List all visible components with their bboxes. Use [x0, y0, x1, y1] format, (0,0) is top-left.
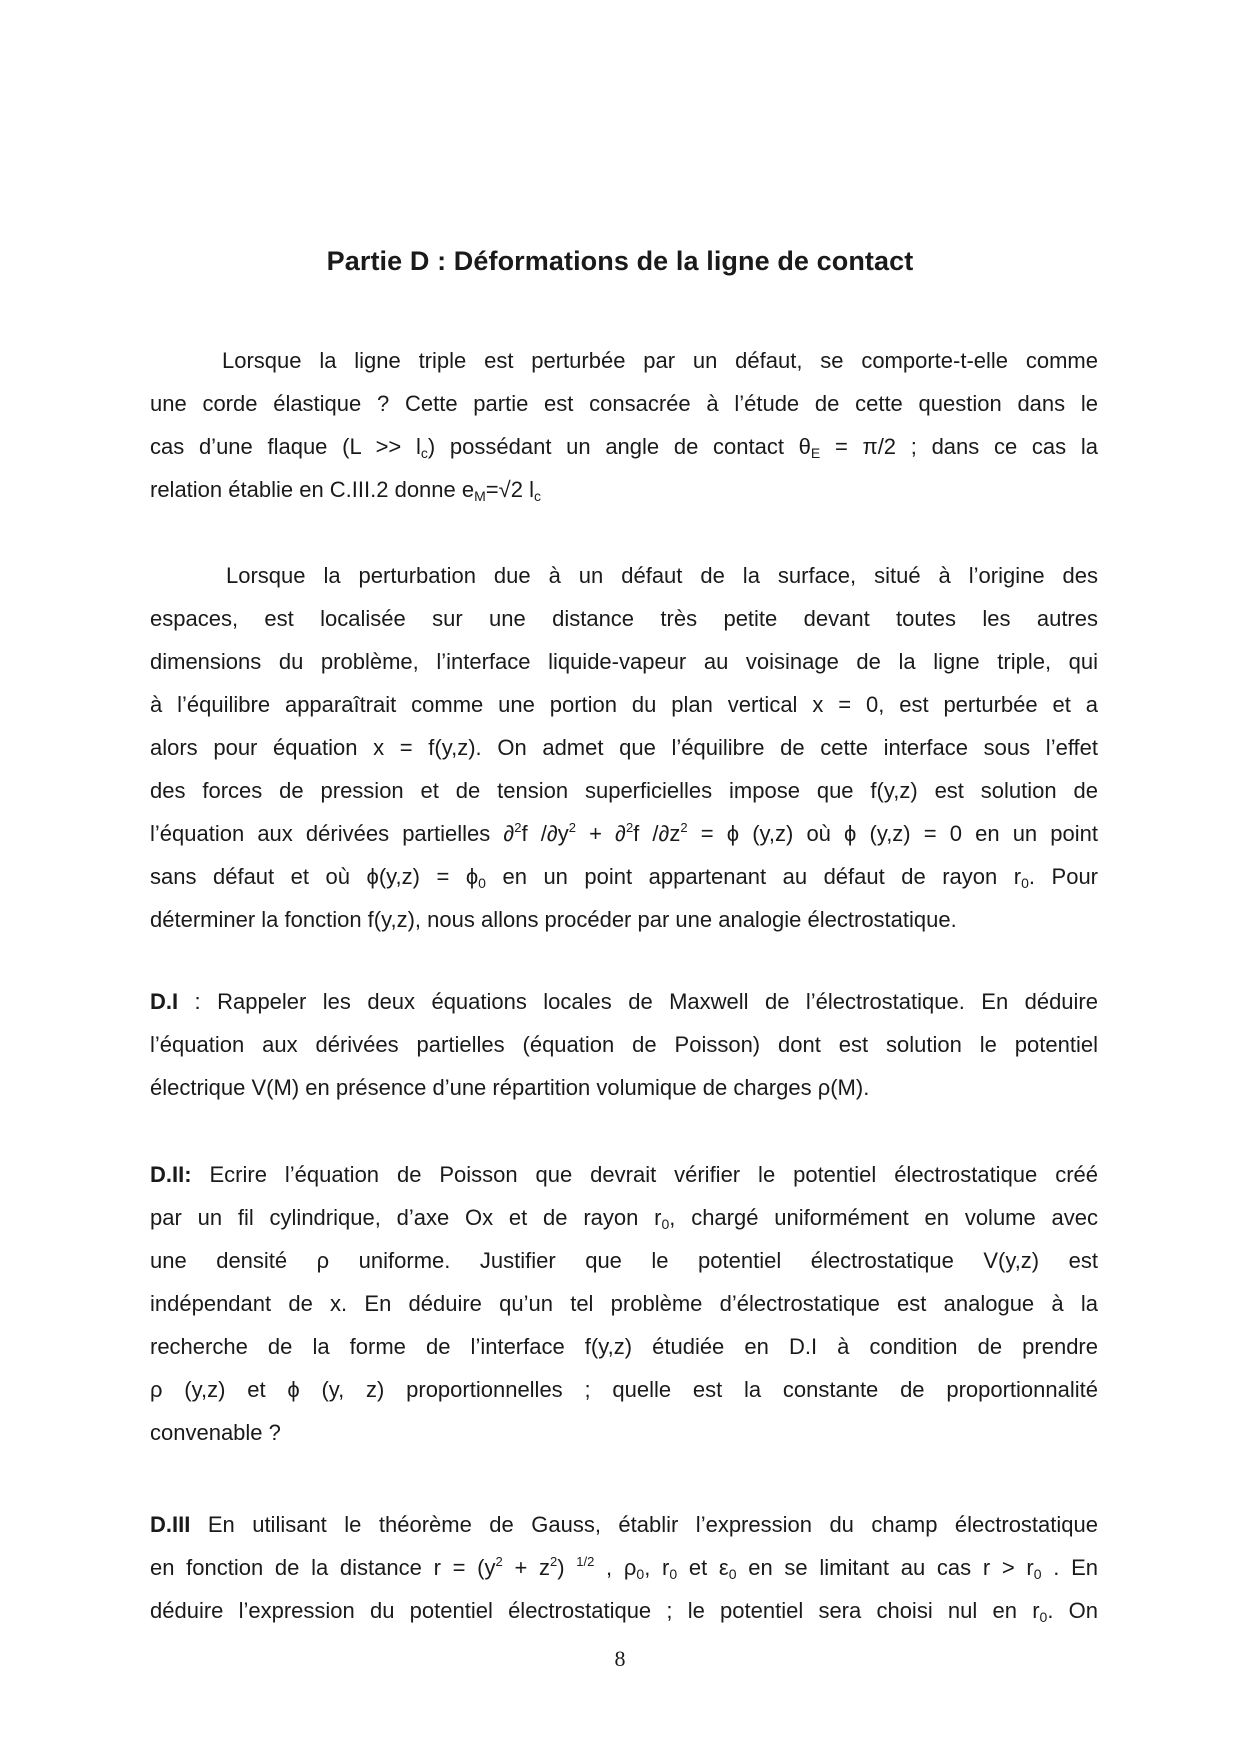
question-label: D.I [150, 989, 179, 1014]
text-line: ρ (y,z) et ϕ (y, z) proportionnelles ; quelle est la constante de proportionnalité [150, 1377, 1098, 1402]
text-line: D.III En utilisant le théorème de Gauss, établir l’expression du champ électrostatique [150, 1512, 1098, 1537]
page-title: Partie D : Déformations de la ligne de contact [326, 246, 914, 276]
text-line: cas d’une flaque $(L >> l_c)$ possédant un angle de contact $\theta_E = \pi/2$ ; dans ce cas la [150, 434, 1098, 461]
text-line: par un fil cylindrique, d’axe Ox et de rayon $r_0$, chargé uniformément en volume avec [150, 1205, 1099, 1232]
question-label: D.III [150, 1512, 191, 1537]
text-line: à l’équilibre apparaîtrait comme une portion du plan vertical x = 0, est perturbée et a [150, 692, 1098, 717]
text-line: dimensions du problème, l’interface liquide-vapeur au voisinage de la ligne triple, qui [150, 649, 1098, 674]
text-line: alors pour équation x = f(y,z). On admet que l’équilibre de cette interface sous l’effet [150, 735, 1098, 760]
text-line: l’équation aux dérivées partielles (équation de Poisson) dont est solution le potentiel [150, 1032, 1098, 1057]
text-line: déterminer la fonction f(y,z), nous allons procéder par une analogie électrostatique. [150, 907, 957, 932]
text-line: recherche de la forme de l’interface f(y,z) étudiée en D.I à condition de prendre [150, 1334, 1098, 1359]
text-line: électrique V(M) en présence d’une répartition volumique de charges ρ(M). [150, 1075, 870, 1100]
perturbation-paragraph [150, 554, 1098, 941]
question-d1 [150, 980, 1098, 1109]
text-line: sans défaut et où $\phi(y,z) = \phi_0$ en un point appartenant au défaut de rayon $r_0$. Pour [150, 864, 1098, 891]
text-line: indépendant de x. En déduire qu’un tel problème d’électrostatique est analogue à la [150, 1291, 1098, 1316]
question-label: D.II: [150, 1162, 192, 1187]
page-number: 8 [614, 1646, 626, 1671]
text-line: Lorsque la ligne triple est perturbée par un défaut, se comporte-t-elle comme [222, 348, 1098, 373]
equation-line: l’équation aux dérivées partielles ∂$^2$f $/\partial y^2 + \partial^2f$ $/\partial z^2 = \phi$ (y,z) où ϕ (y,z) = 0 en un point [150, 820, 1098, 846]
question-d2 [150, 1153, 1098, 1454]
intro-paragraph [150, 339, 1098, 511]
text-line: D.II: Ecrire l’équation de Poisson que devrait vérifier le potentiel électrostatique créé [150, 1162, 1098, 1187]
question-d3 [150, 1503, 1098, 1632]
text-line: une densité ρ uniforme. Justifier que le potentiel électrostatique V(y,z) est [150, 1248, 1098, 1273]
text-line: espaces, est localisée sur une distance très petite devant toutes les autres [150, 606, 1098, 631]
text-line: relation établie en C.III.2 donne $e_M=√2$ $l_c$ [150, 477, 541, 504]
text-line: en fonction de la distance $r = (y^2 + z^2)$ $^{1/2}$ , $\rho_0$, $r_0$ et $\varepsilon_0$ en se limitant au cas $r > r_0$ . En [150, 1554, 1098, 1582]
text-line: déduire l’expression du potentiel électrostatique ; le potentiel sera choisi nul en $r_0$. On [150, 1598, 1099, 1625]
text-line: des forces de pression et de tension superficielles impose que f(y,z) est solution de [150, 778, 1098, 803]
text-line: convenable ? [150, 1420, 281, 1445]
text-line: D.I : Rappeler les deux équations locales de Maxwell de l’électrostatique. En déduire [150, 989, 1098, 1014]
text-line: une corde élastique ? Cette partie est consacrée à l’étude de cette question dans le [150, 391, 1098, 416]
text-line: Lorsque la perturbation due à un défaut de la surface, situé à l’origine des [226, 563, 1098, 588]
